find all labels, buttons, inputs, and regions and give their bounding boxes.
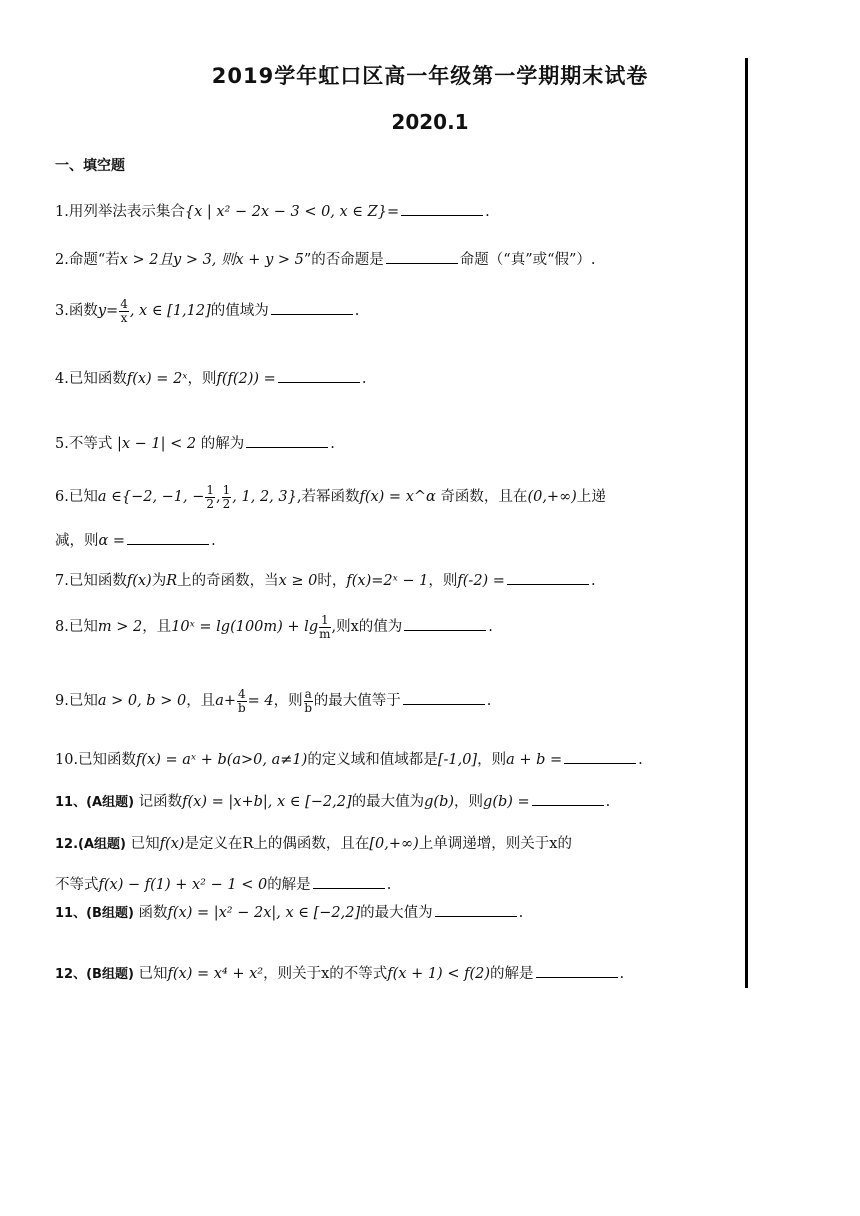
q2-suffix: 命题（“真”或“假”）. [459, 252, 596, 268]
q11a-mid: 的最大值为 [351, 794, 425, 810]
question-7: 7.已知函数f(x)为R上的奇函数，当x ≥ 0时，f(x)=2ˣ − 1，则f(-2) = . [55, 573, 596, 589]
q3-answer-blank[interactable] [271, 302, 353, 315]
q9-fraction-1: $\frac{4}{b}$ [237, 687, 246, 715]
q1-prefix: 1.用列举法表示集合 [55, 204, 185, 220]
q7-math2: R [166, 573, 178, 589]
question-2 [55, 251, 745, 269]
question-12b: 12、(B组题) 已知f(x) = x⁴ + x²，则关于x的不等式f(x + 1) < f(2)的解是 . [55, 966, 625, 982]
q12b-prefix: 已知 [138, 966, 168, 982]
q11a-math3: g(b) = [483, 794, 530, 810]
q6-prefix: 6.已知 [55, 489, 98, 506]
question-6-cont: 减，则α = . [55, 533, 216, 549]
question-4: 4.已知函数f(x) = 2ˣ，则f(f(2)) = . [55, 371, 367, 387]
q4-math: f(x) = 2ˣ [126, 371, 188, 387]
q9-math: a > 0, b > 0 [97, 693, 187, 710]
q9-fraction-2: $\frac{a}{b}$ [304, 687, 313, 715]
q6-math3: (0,+∞) [527, 489, 577, 506]
q8-math2: 10ˣ = lg(100m) + lg [171, 619, 319, 636]
q9-mid: ，且 [186, 693, 216, 710]
q10-mid: 的定义域和值域都是 [307, 752, 438, 768]
q8-mid: ，且 [142, 619, 172, 636]
q6-math-a: a ∈ [97, 489, 122, 506]
question-3: 3.函数y= $\frac{4}{x}$ , x ∈ [1,12]的值域为 . [55, 297, 360, 325]
q7-mid4: ，则 [428, 573, 458, 589]
q5-suffix: 的解为 [200, 436, 245, 452]
q6-set-end: , 1, 2, 3} [232, 489, 297, 506]
q12a-mid: 是定义在R上的偶函数，且在 [184, 836, 370, 852]
exam-date: 2020.1 [391, 110, 469, 134]
q10-mid2: ，则 [477, 752, 507, 768]
q7-math3: x ≥ 0 [278, 573, 318, 589]
q12a-math2: [0,+∞) [369, 836, 419, 852]
question-11b: 11、(B组题) 函数f(x) = |x² − 2x|, x ∈ [−2,2]的最大值为 . [55, 905, 524, 921]
q4-math2: f(f(2)) = [216, 371, 276, 387]
question-10: 10.已知函数f(x) = aˣ + b(a>0, a≠1)的定义域和值域都是[-1,0]，则a + b = . [55, 752, 643, 768]
q6-set-start: {−2, −1, − [121, 489, 205, 506]
q8-answer-blank[interactable] [404, 618, 486, 631]
q6-fraction-2: $\frac{1}{2}$ [222, 483, 231, 511]
q11b-math: f(x) = |x² − 2x|, x ∈ [−2,2] [167, 905, 361, 921]
q6-math2: f(x) = x^α [359, 489, 436, 506]
q12a-b-math: f(x) − f(1) + x² − 1 < 0 [98, 877, 268, 893]
q7-prefix: 7.已知函数 [55, 573, 127, 589]
q10-prefix: 10.已知函数 [55, 752, 137, 768]
q3-fraction: $\frac{4}{x}$ [120, 297, 128, 325]
q9-rhs: = 4 [247, 693, 274, 710]
q3-math: , x ∈ [1,12] [129, 303, 211, 320]
q10-math3: a + b = [506, 752, 563, 768]
q8-fraction: $\frac{1}{m}$ [319, 613, 331, 641]
q12a-tag: 12.(A组题) [55, 837, 126, 852]
q7-mid3: 时， [317, 573, 347, 589]
q12b-math2: f(x + 1) < f(2) [387, 966, 490, 982]
q12a-b-prefix: 不等式 [55, 877, 99, 893]
q6-fraction-1: $\frac{1}{2}$ [206, 483, 215, 511]
q12a-b-suffix: 的解是 [267, 877, 311, 893]
q6-suffix: 上递 [576, 489, 606, 506]
q5-math: |x − 1| < 2 [116, 436, 197, 452]
q2-math: x > 2且y > 3, 则x + y > 5 [119, 252, 304, 268]
q11a-answer-blank[interactable] [532, 793, 604, 806]
q8-prefix: 8.已知 [55, 619, 98, 636]
q7-mid2: 上的奇函数，当 [177, 573, 279, 589]
q8-suffix: ,则x的值为 [331, 619, 403, 636]
q9-suffix: 的最大值等于 [313, 693, 401, 710]
q12b-math: f(x) = x⁴ + x² [167, 966, 264, 982]
question-9: 9.已知a > 0, b > 0，且a+ $\frac{4}{b}$ = 4，则 $\frac{a}{b}$ 的最大值等于 . [55, 687, 492, 715]
q2-prefix: 2.命题“若 [55, 252, 120, 268]
q6-mid2: 奇函数，且在 [440, 489, 528, 506]
question-5: 5.不等式 |x − 1| < 2 的解为 . [55, 436, 335, 452]
q2-mid: ”的否命题是 [303, 252, 384, 268]
q1-answer-blank[interactable] [401, 203, 483, 216]
q11b-prefix: 函数 [138, 905, 168, 921]
q5-prefix: 5.不等式 [55, 436, 113, 452]
q3-prefix: 3.函数 [55, 303, 98, 320]
q9-answer-blank[interactable] [403, 692, 485, 705]
q11a-mid2: ，则 [454, 794, 484, 810]
q6b-math: α = [98, 533, 126, 549]
question-11a: 11、(A组题) 记函数f(x) = |x+b|, x ∈ [−2,2]的最大值为g(b)，则g(b) = . [55, 794, 611, 810]
q8-math: m > 2 [97, 619, 143, 636]
q12a-math: f(x) [159, 836, 185, 852]
q9-prefix: 9.已知 [55, 693, 98, 710]
question-6: 6.已知a ∈{−2, −1, − $\frac{1}{2}$ , $\frac{1}{2}$ , 1, 2, 3},若幂函数f(x) = x^α 奇函数，且在(0,+∞)上递 [55, 483, 606, 511]
section-title: 一、填空题 [55, 158, 125, 174]
q6-answer-blank[interactable] [127, 532, 209, 545]
q4-prefix: 4.已知函数 [55, 371, 127, 387]
q10-answer-blank[interactable] [564, 751, 636, 764]
q11b-suffix: 的最大值为 [360, 905, 433, 921]
q5-answer-blank[interactable] [246, 435, 328, 448]
q7-answer-blank[interactable] [507, 572, 589, 585]
question-12a [55, 836, 745, 853]
q7-math5: f(-2) = [457, 573, 505, 589]
q3-suffix: 的值域为 [210, 303, 269, 320]
right-margin-rule [745, 58, 748, 988]
q6b-prefix: 减，则 [55, 533, 99, 549]
q7-math: f(x) [126, 573, 152, 589]
q11a-prefix: 记函数 [138, 794, 183, 810]
q7-mid: 为 [151, 573, 167, 589]
q11a-math: f(x) = |x+b|, x ∈ [−2,2] [182, 794, 352, 810]
exam-title: 2019学年虹口区高一年级第一学期期末试卷 [211, 64, 649, 88]
q11a-math2: g(b) [424, 794, 455, 810]
q7-math4: f(x)=2ˣ − 1 [346, 573, 429, 589]
q10-math: f(x) = aˣ + b(a>0, a≠1) [136, 752, 308, 768]
question-12a-cont: 不等式f(x) − f(1) + x² − 1 < 0的解是 . [55, 877, 392, 893]
q12b-suffix: 的解是 [490, 966, 534, 982]
q11b-answer-blank[interactable] [435, 904, 517, 917]
q1-suffix: = [386, 204, 400, 220]
q1-math: {x | x² − 2x − 3 < 0, x ∈ Z} [184, 204, 387, 220]
question-1: 1.用列举法表示集合{x | x² − 2x − 3 < 0, x ∈ Z}= . [55, 204, 490, 220]
q12b-tag: 12、(B组题) [55, 967, 134, 982]
q6-mid: ,若幂函数 [296, 489, 360, 506]
q3-lhs: y= [97, 303, 119, 320]
q11a-tag: 11、(A组题) [55, 795, 135, 810]
question-8: 8.已知m > 2，且10ˣ = lg(100m) + lg $\frac{1}{m}$ ,则x的值为 . [55, 613, 493, 641]
q10-math2: [-1,0] [437, 752, 478, 768]
q12b-mid: ，则关于x的不等式 [263, 966, 388, 982]
q12a-suffix: 上单调递增，则关于x的 [418, 836, 572, 852]
q2-answer-blank[interactable] [386, 251, 458, 264]
q9-lhs: a+ [215, 693, 236, 710]
q11b-tag: 11、(B组题) [55, 906, 134, 921]
q12a-prefix: 已知 [130, 836, 160, 852]
q12a-answer-blank[interactable] [313, 876, 385, 889]
q4-answer-blank[interactable] [278, 370, 360, 383]
q4-mid: ，则 [187, 371, 217, 387]
q12b-answer-blank[interactable] [536, 965, 618, 978]
q9-mid2: ，则 [273, 693, 303, 710]
